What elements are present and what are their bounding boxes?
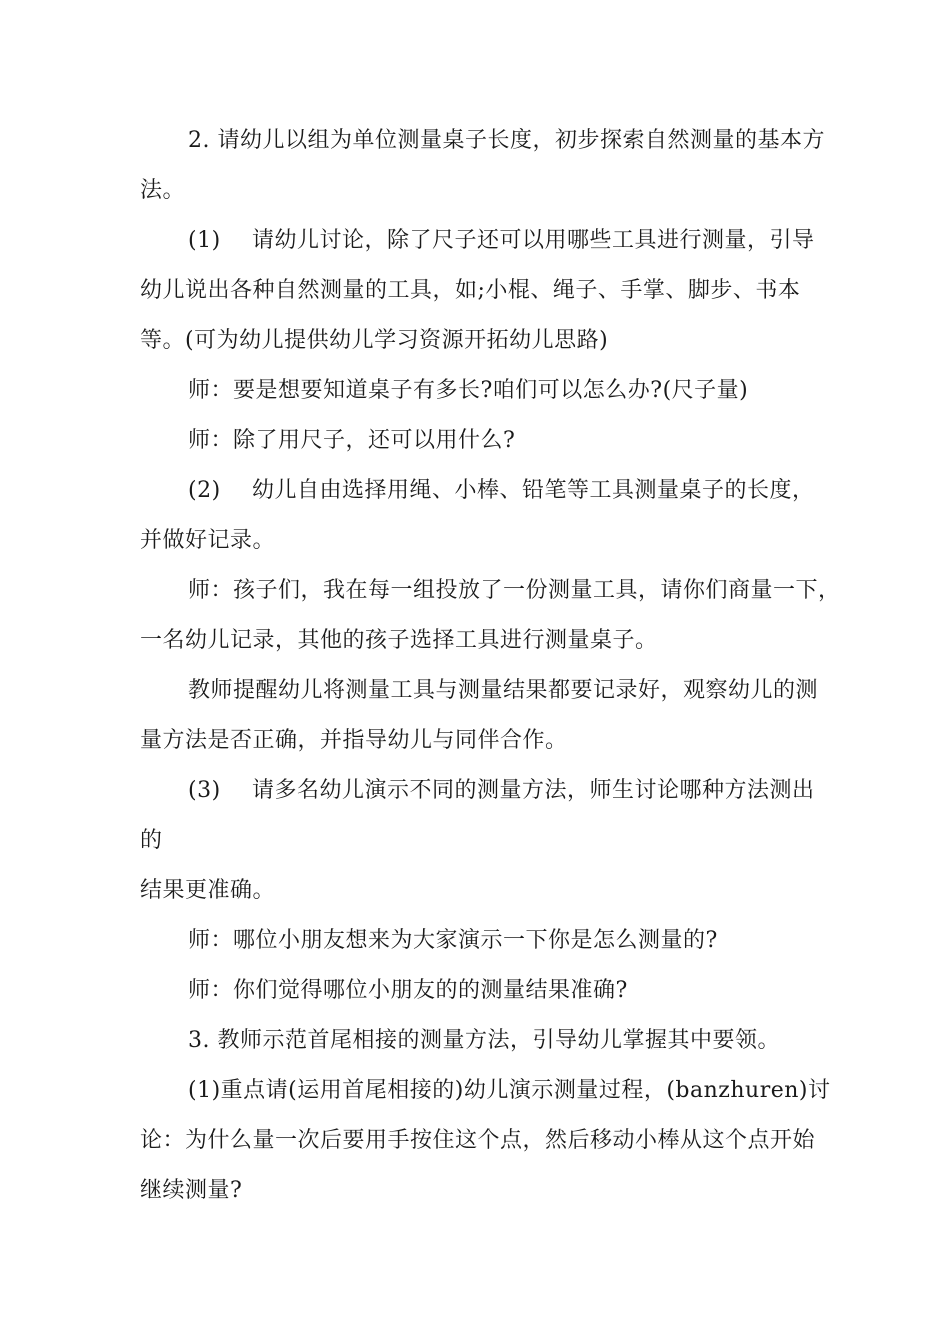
teacher-reminder-cont: 量方法是否正确，并指导幼儿与同伴合作。	[140, 728, 568, 753]
step-3-item-1-cont-b: 继续测量?	[140, 1178, 243, 1203]
teacher-line-3: 师：孩子们，我在每一组投放了一份测量工具，请你们商量一下，	[188, 578, 841, 603]
step-3-heading: 3. 教师示范首尾相接的测量方法，引导幼儿掌握其中要领。	[188, 1028, 780, 1053]
sub-item-1-cont-a: 幼儿说出各种自然测量的工具，如;小棍、绳子、手掌、脚步、书本	[140, 278, 801, 303]
sub-item-3	[188, 776, 815, 806]
teacher-line-3-cont: 一名幼儿记录，其他的孩子选择工具进行测量桌子。	[140, 628, 658, 653]
teacher-line-2: 师：除了用尺子，还可以用什么?	[188, 428, 516, 453]
sub-item-1-marker: (1)	[188, 228, 221, 253]
sub-item-3-cont-a: 的	[140, 828, 163, 853]
sub-item-3-marker: (3)	[188, 778, 221, 803]
step-2-heading: 2. 请幼儿以组为单位测量桌子长度，初步探索自然测量的基本方	[188, 128, 825, 153]
sub-item-3-cont-b: 结果更准确。	[140, 878, 276, 903]
step-3-item-1: (1)重点请(运用首尾相接的)幼儿演示测量过程，(banzhuren)讨	[188, 1078, 831, 1103]
sub-item-2-text: 幼儿自由选择用绳、小棒、铅笔等工具测量桌子的长度，	[252, 478, 815, 503]
sub-item-1-text: 请幼儿讨论，除了尺子还可以用哪些工具进行测量，引导	[252, 228, 815, 253]
sub-item-1-cont-b: 等。(可为幼儿提供幼儿学习资源开拓幼儿思路)	[140, 328, 609, 353]
sub-item-2-cont: 并做好记录。	[140, 528, 276, 553]
step-2-heading-cont: 法。	[140, 178, 186, 203]
teacher-line-4: 师：哪位小朋友想来为大家演示一下你是怎么测量的?	[188, 928, 718, 953]
sub-item-2-marker: (2)	[188, 478, 221, 503]
step-3-item-1-cont-a: 论：为什么量一次后要用手按住这个点，然后移动小棒从这个点开始	[140, 1128, 816, 1153]
teacher-reminder: 教师提醒幼儿将测量工具与测量结果都要记录好，观察幼儿的测	[188, 678, 819, 703]
sub-item-1	[188, 226, 815, 256]
sub-item-3-text: 请多名幼儿演示不同的测量方法，师生讨论哪种方法测出	[252, 778, 815, 803]
teacher-line-5: 师：你们觉得哪位小朋友的的测量结果准确?	[188, 978, 628, 1003]
sub-item-2	[188, 476, 815, 506]
teacher-line-1: 师：要是想要知道桌子有多长?咱们可以怎么办?(尺子量)	[188, 378, 749, 403]
